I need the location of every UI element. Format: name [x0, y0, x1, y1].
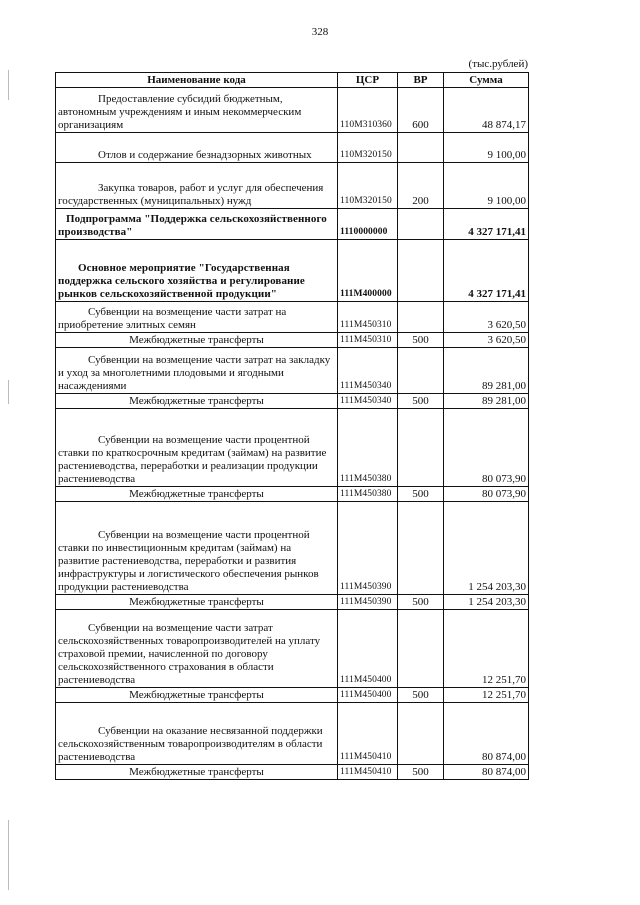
table-row	[56, 610, 529, 688]
row-name: Предоставление субсидий бюджетным, автономным учреждениям и иным некоммерческим организациям	[56, 88, 338, 133]
row-sum: 89 281,00	[444, 348, 529, 394]
header-sum: Сумма	[444, 73, 529, 88]
row-vr	[398, 302, 444, 333]
row-csr: 111М450410	[338, 703, 398, 765]
units-label: (тыс.рублей)	[468, 58, 528, 70]
table-row	[56, 409, 529, 487]
row-csr: 110М320150	[338, 163, 398, 209]
table-row	[56, 703, 529, 765]
row-csr: 1110000000	[338, 209, 398, 240]
table-row	[56, 88, 529, 133]
row-vr	[398, 240, 444, 302]
row-name: Межбюджетные трансферты	[56, 595, 338, 610]
row-csr: 111М450340	[338, 394, 398, 409]
row-csr: 111М450390	[338, 595, 398, 610]
row-name: Межбюджетные трансферты	[56, 394, 338, 409]
table-row	[56, 765, 529, 780]
table-row	[56, 333, 529, 348]
header-csr: ЦСР	[338, 73, 398, 88]
row-vr	[398, 610, 444, 688]
row-csr: 110М320150	[338, 133, 398, 163]
table-row	[56, 487, 529, 502]
row-name: Субвенции на возмещение части затрат на закладку и уход за многолетними плодовыми и ягодными насаждениями	[56, 348, 338, 394]
row-sum: 12 251,70	[444, 688, 529, 703]
row-sum: 4 327 171,41	[444, 240, 529, 302]
row-csr: 111М450310	[338, 333, 398, 348]
table-row	[56, 502, 529, 595]
row-name: Субвенции на оказание несвязанной поддержки сельскохозяйственным товаропроизводителям в области растениеводства	[56, 703, 338, 765]
row-vr: 600	[398, 88, 444, 133]
row-sum: 48 874,17	[444, 88, 529, 133]
row-vr: 200	[398, 163, 444, 209]
row-vr: 500	[398, 765, 444, 780]
row-vr: 500	[398, 333, 444, 348]
row-vr: 500	[398, 688, 444, 703]
table-row-main-activity	[56, 240, 529, 302]
row-sum: 9 100,00	[444, 133, 529, 163]
row-csr: 110М310360	[338, 88, 398, 133]
table-row	[56, 133, 529, 163]
row-name: Основное мероприятие "Государственная поддержка сельского хозяйства и регулирование рынков сельскохозяйственной продукции"	[56, 240, 338, 302]
row-vr	[398, 703, 444, 765]
row-csr: 111М450390	[338, 502, 398, 595]
table-row	[56, 302, 529, 333]
row-name: Межбюджетные трансферты	[56, 765, 338, 780]
row-name: Субвенции на возмещение части затрат сельскохозяйственных товаропроизводителей на уплату страховой премии, начисленной по договору сельскохозяйственного страхования в области растениеводства	[56, 610, 338, 688]
row-vr	[398, 409, 444, 487]
row-name: Подпрограмма "Поддержка сельскохозяйственного производства"	[56, 209, 338, 240]
row-sum: 3 620,50	[444, 333, 529, 348]
row-name: Межбюджетные трансферты	[56, 487, 338, 502]
row-sum: 3 620,50	[444, 302, 529, 333]
row-vr	[398, 133, 444, 163]
scan-margin-mark	[8, 70, 9, 100]
table-row	[56, 688, 529, 703]
row-vr	[398, 348, 444, 394]
budget-table	[55, 72, 529, 780]
row-sum: 9 100,00	[444, 163, 529, 209]
page-number: 328	[311, 26, 329, 38]
table-row	[56, 163, 529, 209]
scan-margin-mark	[8, 380, 9, 404]
row-sum: 4 327 171,41	[444, 209, 529, 240]
row-sum: 1 254 203,30	[444, 502, 529, 595]
table-row	[56, 348, 529, 394]
scan-margin-mark	[8, 820, 9, 890]
row-name: Субвенции на возмещение части затрат на приобретение элитных семян	[56, 302, 338, 333]
row-sum: 89 281,00	[444, 394, 529, 409]
row-sum: 80 073,90	[444, 487, 529, 502]
row-name: Субвенции на возмещение части процентной ставки по краткосрочным кредитам (займам) на развитие растениеводства, переработки и реализации продукции растениеводства	[56, 409, 338, 487]
row-vr	[398, 502, 444, 595]
row-name: Межбюджетные трансферты	[56, 688, 338, 703]
header-vr: ВР	[398, 73, 444, 88]
row-name: Отлов и содержание безнадзорных животных	[56, 133, 338, 163]
row-csr: 111М450400	[338, 688, 398, 703]
table-row	[56, 394, 529, 409]
row-name: Межбюджетные трансферты	[56, 333, 338, 348]
row-csr: 111М450410	[338, 765, 398, 780]
row-csr: 111М450400	[338, 610, 398, 688]
row-csr: 111М450380	[338, 487, 398, 502]
row-csr: 111М450380	[338, 409, 398, 487]
table-row	[56, 595, 529, 610]
row-sum: 80 874,00	[444, 703, 529, 765]
row-vr	[398, 209, 444, 240]
row-csr: 111М400000	[338, 240, 398, 302]
row-csr: 111М450310	[338, 302, 398, 333]
row-vr: 500	[398, 487, 444, 502]
row-sum: 1 254 203,30	[444, 595, 529, 610]
row-name: Субвенции на возмещение части процентной ставки по инвестиционным кредитам (займам) на развитие растениеводства, переработки и развития инфраструктуры и логистического обеспечения рынков продукции растениеводства	[56, 502, 338, 595]
row-csr: 111М450340	[338, 348, 398, 394]
row-name: Закупка товаров, работ и услуг для обеспечения государственных (муниципальных) нужд	[56, 163, 338, 209]
row-sum: 80 874,00	[444, 765, 529, 780]
table-header-row	[56, 73, 529, 88]
row-sum: 80 073,90	[444, 409, 529, 487]
header-name: Наименование кода	[56, 73, 338, 88]
row-vr: 500	[398, 394, 444, 409]
row-sum: 12 251,70	[444, 610, 529, 688]
row-vr: 500	[398, 595, 444, 610]
table-row-subprogram	[56, 209, 529, 240]
